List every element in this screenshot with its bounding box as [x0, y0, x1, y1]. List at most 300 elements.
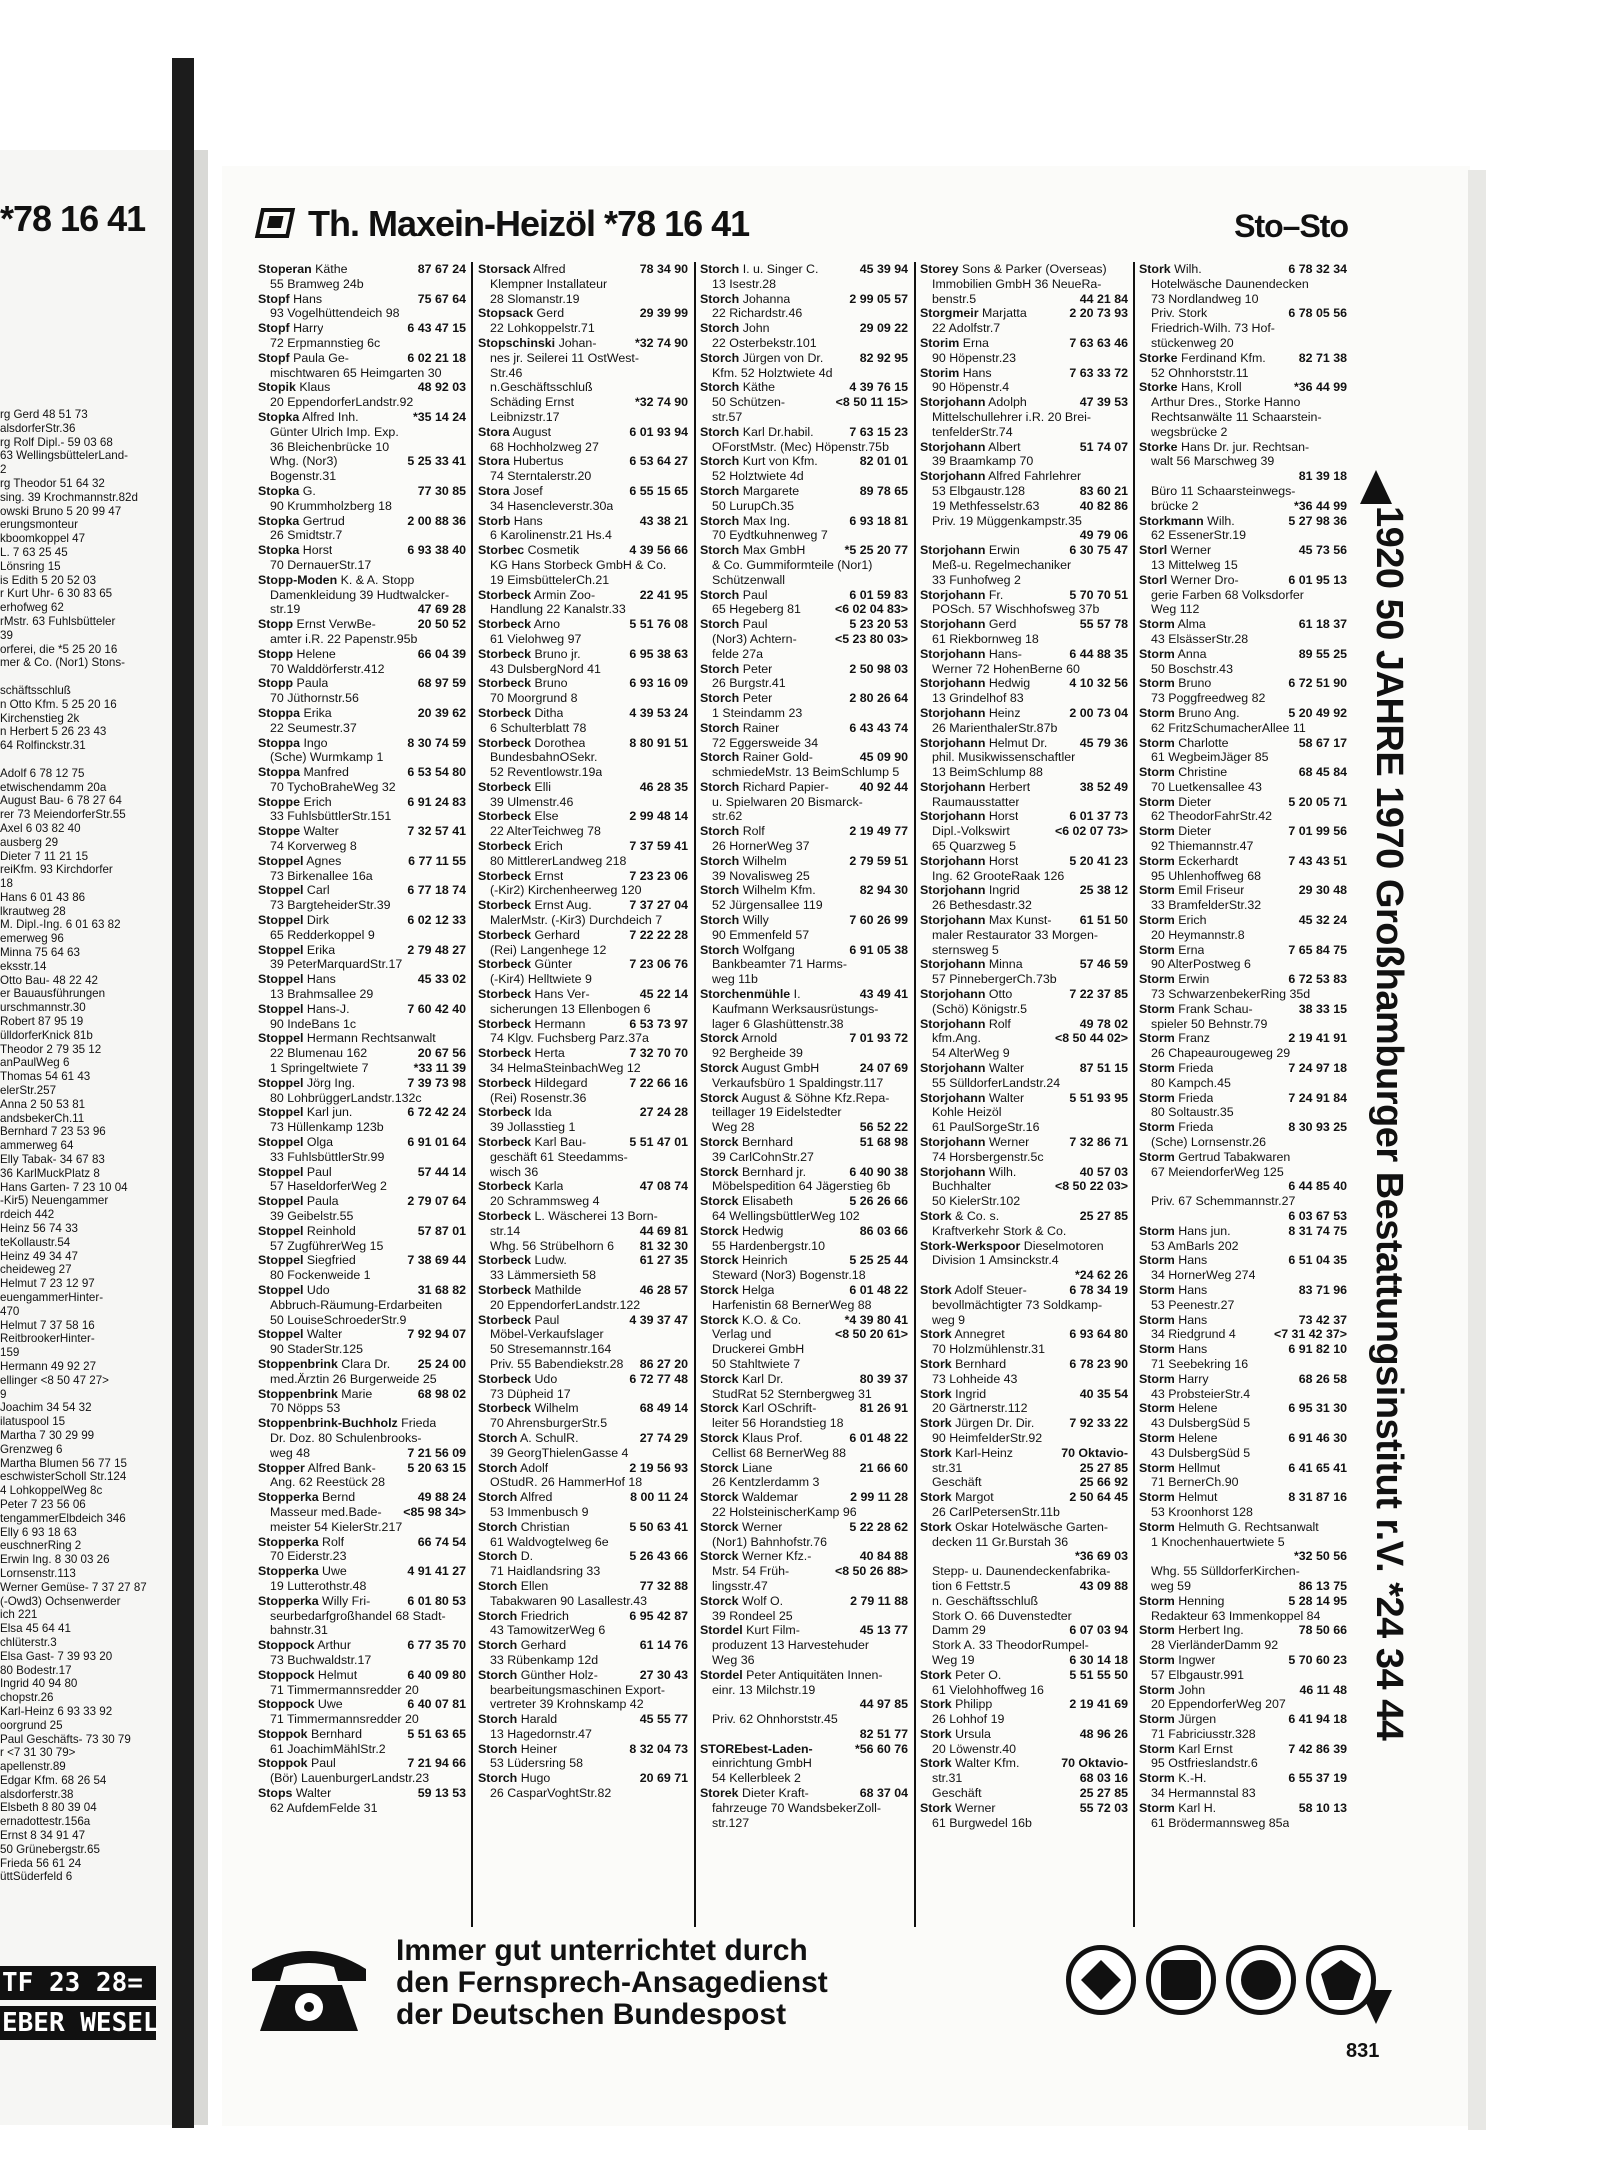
- entry-text: 90 Krummholzberg 18: [270, 498, 392, 513]
- entry-phone: [1125, 351, 1128, 366]
- left-page-line: [0, 670, 176, 684]
- directory-entry: [478, 750, 688, 765]
- directory-entry: [700, 1179, 908, 1194]
- entry-phone: [685, 1298, 688, 1313]
- entry-text: Storck Bernhard: [700, 1135, 793, 1150]
- directory-entry: [700, 543, 908, 558]
- directory-entry: [1139, 1268, 1347, 1283]
- entry-phone: 5 20 41 23: [1069, 853, 1128, 868]
- entry-text: Dr. Doz. 80 Schulenbrooks-: [270, 1430, 422, 1445]
- directory-entry: [1139, 558, 1347, 573]
- left-page-line: urschmannstr.30: [0, 1001, 86, 1015]
- adjacent-left-page: [0, 150, 178, 2125]
- entry-phone: 2 79 11 88: [850, 1593, 908, 1608]
- entry-text: 6 Karolinenstr.21 Hs.4: [490, 528, 612, 543]
- entry-text: Stoppe Walter: [258, 824, 339, 839]
- entry-phone: [1125, 1816, 1128, 1831]
- directory-entry: [700, 454, 908, 469]
- directory-entry: [700, 1076, 908, 1091]
- directory-entry: [478, 662, 688, 677]
- entry-phone: [685, 499, 688, 514]
- entry-text: (Rei) Rosenstr.36: [490, 1090, 587, 1105]
- page-number: 831: [1346, 2040, 1380, 2062]
- entry-phone: 6 01 48 22: [849, 1430, 908, 1445]
- left-page-line: owski Bruno 5 20 99 47: [0, 504, 122, 518]
- entry-phone: [1344, 1535, 1347, 1550]
- entry-text: Priv. Stork: [1151, 306, 1208, 321]
- directory-entry: [700, 1357, 908, 1372]
- entry-text: Cellist 68 BernerWeg 88: [712, 1445, 847, 1460]
- left-page-line: ernadottestr.156a: [0, 1815, 91, 1829]
- directory-entry: [920, 380, 1128, 395]
- entry-phone: 7 32 57 41: [407, 824, 466, 839]
- directory-entry: [700, 1327, 908, 1342]
- directory-entry: [478, 1283, 688, 1298]
- entry-phone: 21 66 60: [859, 1460, 908, 1475]
- directory-entry: [920, 662, 1128, 677]
- entry-phone: 6 78 23 90: [1069, 1356, 1128, 1371]
- entry-text: 61 PaulSorgeStr.16: [932, 1120, 1040, 1135]
- directory-entry: [700, 957, 908, 972]
- directory-entry: [700, 617, 908, 632]
- entry-text: Weg 36: [712, 1652, 755, 1667]
- entry-text: Storjohann Hedwig: [920, 676, 1031, 691]
- entry-text: Whg. (Nor3): [270, 454, 338, 469]
- entry-phone: 40 84 88: [859, 1549, 908, 1564]
- entry-phone: 5 26 43 66: [629, 1549, 688, 1564]
- entry-text: 65 Quarzweg 5: [932, 839, 1017, 854]
- entry-phone: <8 50 26 88>: [834, 1564, 908, 1579]
- entry-phone: 6 55 37 19: [1288, 1771, 1347, 1786]
- entry-text: weg 9: [932, 1312, 966, 1327]
- directory-entry: [258, 1017, 466, 1032]
- entry-text: Stopperka Rolf: [258, 1534, 345, 1549]
- directory-entry: [700, 1209, 908, 1224]
- entry-phone: [685, 1786, 688, 1801]
- entry-phone: [1344, 1727, 1347, 1742]
- entry-phone: 5 51 63 65: [407, 1726, 466, 1741]
- entry-text: Stoppel Karl jun.: [258, 1105, 353, 1120]
- directory-entry: [1139, 1742, 1347, 1757]
- entry-text: Stopf Paula Ge-: [258, 350, 349, 365]
- entry-phone: 70 Oktavio-: [1061, 1756, 1128, 1771]
- entry-phone: 2 79 59 51: [849, 853, 908, 868]
- entry-phone: 7 37 27 04: [629, 898, 688, 913]
- entry-text: 57 PinnebergerCh.73b: [932, 972, 1057, 987]
- entry-text: 22 HolsteinischerKamp 96: [712, 1504, 857, 1519]
- listing-column-5: [1139, 262, 1347, 1927]
- left-page-line: -Kir5) Neuengammer: [0, 1194, 109, 1208]
- directory-entry: [258, 1771, 466, 1786]
- entry-text: 73 Nordlandweg 10: [1151, 291, 1259, 306]
- directory-entry: [258, 1313, 466, 1328]
- entry-text: str.14: [490, 1223, 521, 1238]
- entry-phone: [905, 839, 908, 854]
- directory-entry: [1139, 1594, 1347, 1609]
- entry-phone: [1125, 928, 1128, 943]
- directory-entry: [258, 1150, 466, 1165]
- directory-entry: [700, 1668, 908, 1683]
- directory-entry: [700, 1653, 908, 1668]
- entry-phone: [463, 1120, 466, 1135]
- directory-entry: [1139, 292, 1347, 307]
- entry-phone: 5 20 49 92: [1288, 705, 1347, 720]
- entry-phone: [1125, 425, 1128, 440]
- directory-entry: [920, 1209, 1128, 1224]
- directory-entry: [258, 1623, 466, 1638]
- entry-phone: 5 26 26 66: [849, 1194, 908, 1209]
- directory-entry: [920, 854, 1128, 869]
- directory-entry: [478, 1150, 688, 1165]
- directory-entry: [1139, 277, 1347, 292]
- directory-entry: [478, 366, 688, 381]
- entry-text: (Nor3) Achtern-: [712, 631, 797, 646]
- entry-phone: 25 27 85: [1079, 1460, 1128, 1475]
- directory-entry: [700, 1431, 908, 1446]
- header-advertiser: Th. Maxein-Heizöl *78 16 41: [308, 203, 750, 244]
- directory-entry: [920, 1461, 1128, 1476]
- entry-text: Storjohann Walter: [920, 1061, 1025, 1076]
- entry-phone: *36 69 03: [1074, 1549, 1128, 1564]
- directory-entry: [920, 1579, 1128, 1594]
- entry-text: Storm Jürgen: [1139, 1712, 1217, 1727]
- directory-entry: [920, 1416, 1128, 1431]
- directory-entry: [478, 809, 688, 824]
- page-gutter: [194, 150, 208, 2125]
- entry-phone: [463, 1623, 466, 1638]
- entry-text: 73 BargteheiderStr.39: [270, 898, 391, 913]
- entry-text: Whg. 56 Strübelhorn 6: [490, 1238, 614, 1253]
- entry-text: Storch Paul: [700, 617, 768, 632]
- entry-phone: [905, 1387, 908, 1402]
- directory-entry: [258, 1076, 466, 1091]
- directory-entry: [258, 1061, 466, 1076]
- entry-text: wegsbrücke 2: [1151, 424, 1228, 439]
- entry-phone: <8 50 11 15>: [835, 395, 908, 410]
- entry-phone: [1344, 336, 1347, 351]
- entry-text: Stopik Klaus: [258, 380, 331, 395]
- entry-text: 19 Lutterothstr.48: [270, 1578, 367, 1593]
- entry-text: 73 Lohheide 43: [932, 1371, 1018, 1386]
- directory-entry: [700, 1224, 908, 1239]
- entry-phone: 68 98 02: [417, 1386, 466, 1401]
- entry-text: Bankbeamter 71 Harms-: [712, 957, 847, 972]
- directory-entry: [1139, 898, 1347, 913]
- entry-text: 52 Jürgensallee 119: [712, 898, 823, 913]
- directory-entry: [920, 1091, 1128, 1106]
- directory-entry: [478, 1490, 688, 1505]
- entry-phone: 6 40 09 80: [407, 1667, 466, 1682]
- entry-phone: [685, 1268, 688, 1283]
- entry-text: Storjohann Alfred Fahrlehrer: [920, 469, 1082, 484]
- directory-entry: [258, 366, 466, 381]
- entry-phone: 4 39 53 24: [629, 705, 688, 720]
- entry-phone: [1125, 380, 1128, 395]
- directory-entry: [1139, 1490, 1347, 1505]
- directory-entry: [700, 972, 908, 987]
- entry-phone: [463, 1683, 466, 1698]
- directory-entry: [700, 366, 908, 381]
- directory-entry: [920, 1313, 1128, 1328]
- entry-text: Storck Karl OSchrift-: [700, 1401, 817, 1416]
- directory-entry: [258, 1105, 466, 1120]
- entry-phone: 5 70 60 23: [1288, 1652, 1347, 1667]
- directory-entry: [258, 1756, 466, 1771]
- directory-entry: [1139, 1120, 1347, 1135]
- entry-phone: [1344, 1165, 1347, 1180]
- entry-text: maler Restaurator 33 Morgen-: [932, 927, 1098, 942]
- directory-entry: [258, 1786, 466, 1801]
- medical-announcement-icon: [1226, 1945, 1296, 2015]
- entry-phone: 48 96 26: [1079, 1726, 1128, 1741]
- entry-text: Storm Ingwer: [1139, 1652, 1216, 1667]
- entry-text: Storch Günther Holz-: [478, 1667, 598, 1682]
- directory-entry: [700, 1253, 908, 1268]
- entry-phone: [905, 1535, 908, 1550]
- entry-text: 20 Gärtnerstr.112: [932, 1401, 1028, 1416]
- directory-entry: [258, 425, 466, 440]
- entry-text: weg 48: [270, 1445, 310, 1460]
- entry-text: sicherungen 13 Ellenbogen 6: [490, 1001, 651, 1016]
- directory-entry: [920, 957, 1128, 972]
- entry-text: Storch Ellen: [478, 1578, 549, 1593]
- entry-phone: [685, 1061, 688, 1076]
- directory-entry: [478, 1091, 688, 1106]
- left-page-line: 36 KarlMuckPlatz 8: [0, 1166, 100, 1180]
- directory-entry: [1139, 957, 1347, 972]
- entry-phone: 24 07 69: [859, 1061, 908, 1076]
- left-page-line: euengammerHinter-: [0, 1291, 104, 1304]
- entry-phone: [905, 972, 908, 987]
- entry-text: 64 WellingsbüttlerWeg 102: [712, 1209, 860, 1223]
- entry-phone: [685, 1683, 688, 1698]
- entry-phone: [905, 1475, 908, 1490]
- directory-entry: [700, 1727, 908, 1742]
- directory-entry: [258, 1046, 466, 1061]
- entry-text: 1 Springeltwiete 7: [270, 1061, 369, 1076]
- entry-text: Storbeck Erich: [478, 839, 563, 854]
- entry-phone: 25 66 92: [1079, 1475, 1128, 1490]
- entry-text: Stopf Hans: [258, 291, 323, 306]
- entry-text: 34 Riedgrund 4: [1151, 1327, 1236, 1342]
- entry-phone: 57 87 01: [417, 1223, 466, 1238]
- entry-text: 53 Kroonhorst 128: [1151, 1504, 1253, 1519]
- entry-phone: [1125, 1076, 1128, 1091]
- directory-entry: [258, 1668, 466, 1683]
- directory-entry: [258, 1298, 466, 1313]
- entry-phone: 81 32 30: [639, 1238, 688, 1253]
- entry-phone: 29 39 99: [639, 306, 688, 321]
- entry-phone: [1125, 1564, 1128, 1579]
- entry-text: einr. 13 Milchstr.19: [712, 1682, 816, 1697]
- directory-entry: [258, 1209, 466, 1224]
- entry-phone: [1344, 1816, 1347, 1831]
- directory-entry: [478, 972, 688, 987]
- entry-phone: [685, 1594, 688, 1609]
- entry-text: MalerMstr. (-Kir3) Durchdeich 7: [490, 913, 663, 928]
- entry-phone: 77 30 85: [417, 483, 466, 498]
- directory-entry: [1139, 514, 1347, 529]
- directory-entry: [920, 765, 1128, 780]
- entry-text: Stork Philipp: [920, 1697, 993, 1712]
- directory-entry: [258, 573, 466, 588]
- entry-text: Möbelspedition 64 Jägerstieg 6b: [712, 1179, 891, 1194]
- entry-phone: 55 72 03: [1079, 1800, 1128, 1815]
- directory-entry: [258, 306, 466, 321]
- directory-entry: [478, 736, 688, 751]
- directory-entry: [258, 1742, 466, 1757]
- entry-text: (Nor1) Bahnhofstr.76: [712, 1534, 828, 1549]
- directory-entry: [920, 1179, 1128, 1194]
- entry-text: Storch Christian: [478, 1519, 570, 1534]
- directory-entry: [1139, 1623, 1347, 1638]
- directory-entry: [920, 602, 1128, 617]
- directory-entry: [478, 1224, 688, 1239]
- directory-entry: [700, 425, 908, 440]
- directory-entry: [700, 1150, 908, 1165]
- page-edge-shadow: [1468, 170, 1486, 2130]
- entry-text: Stoppel Olga: [258, 1135, 334, 1150]
- entry-text: Stora August: [478, 424, 552, 439]
- entry-text: 74 Korverweg 8: [270, 839, 357, 854]
- page-header: [258, 200, 1348, 256]
- entry-phone: [1344, 869, 1347, 884]
- directory-entry: [478, 1031, 688, 1046]
- directory-entry: [920, 1002, 1128, 1017]
- entry-phone: [1125, 1638, 1128, 1653]
- entry-phone: [1344, 558, 1347, 573]
- directory-entry: [478, 898, 688, 913]
- entry-text: (Bör) LauenburgerLandstr.23: [270, 1771, 430, 1786]
- entry-text: Storck Werner Kfz.-: [700, 1549, 812, 1564]
- entry-text: 39 Jollasstieg 1: [490, 1120, 576, 1135]
- entry-phone: 6 01 48 22: [849, 1282, 908, 1297]
- left-page-line: rg Rolf Dipl.- 59 03 68: [0, 435, 113, 449]
- entry-phone: 44 97 85: [859, 1697, 908, 1712]
- entry-text: 22 Seumestr.37: [270, 720, 357, 735]
- entry-phone: [1125, 839, 1128, 854]
- entry-text: 26 Lohhof 19: [932, 1712, 1005, 1727]
- entry-text: Stoppel Siegfried: [258, 1253, 356, 1268]
- entry-text: 80 MittlererLandweg 218: [490, 853, 627, 868]
- entry-text: Storim Erna: [920, 335, 989, 350]
- directory-entry: [478, 1638, 688, 1653]
- entry-phone: [1344, 691, 1347, 706]
- directory-entry: [478, 1742, 688, 1757]
- left-page-line: (-Owd3) Ochsenwerder: [0, 1594, 121, 1608]
- entry-text: Leibnizstr.17: [490, 409, 560, 424]
- directory-entry: [478, 676, 688, 691]
- entry-phone: 2 19 56 93: [629, 1460, 688, 1475]
- entry-text: Storjohann Helmut Dr.: [920, 735, 1048, 750]
- directory-entry: [1139, 351, 1347, 366]
- entry-text: 62 AufdemFelde 31: [270, 1800, 378, 1815]
- column-rule: [694, 262, 696, 1927]
- entry-phone: 80 39 37: [859, 1371, 908, 1386]
- clock-announcement-icon: [1066, 1945, 1136, 2015]
- entry-phone: 83 71 96: [1298, 1282, 1347, 1297]
- directory-entry: [700, 1475, 908, 1490]
- entry-text: Stopsack Gerd: [478, 306, 565, 321]
- entry-text: Rechtsanwälte 11 Schaarstein-: [1151, 409, 1322, 424]
- entry-text: Stork Ingrid: [920, 1386, 987, 1401]
- entry-phone: 45 33 02: [417, 972, 466, 987]
- directory-entry: [258, 1342, 466, 1357]
- directory-entry: [700, 721, 908, 736]
- entry-phone: [685, 440, 688, 455]
- directory-entry: [1139, 1327, 1347, 1342]
- left-page-line: Paul Geschäfts- 73 30 79: [0, 1732, 131, 1746]
- entry-text: 67 MeiendorferWeg 125: [1151, 1164, 1284, 1179]
- entry-text: 70 Nöpps 53: [270, 1401, 341, 1416]
- entry-text: 39 CarlCohnStr.27: [712, 1149, 814, 1164]
- entry-phone: [1344, 898, 1347, 913]
- left-page-line: anPaulWeg 6: [0, 1056, 70, 1070]
- directory-entry: [700, 898, 908, 913]
- entry-text: 53 Immenbusch 9: [490, 1504, 589, 1519]
- directory-entry: [1139, 869, 1347, 884]
- directory-entry: [1139, 706, 1347, 721]
- entry-phone: <6 02 04 83>: [834, 602, 908, 617]
- entry-text: Kaufmann Werksausrüstungs-: [712, 1001, 879, 1016]
- left-page-line: Elsa 45 64 41: [0, 1622, 71, 1636]
- directory-entry: [258, 1609, 466, 1624]
- entry-text: Storch Gerhard: [478, 1638, 567, 1653]
- entry-phone: [685, 380, 688, 395]
- left-page-badge-2: EBER WESEL: [2, 2008, 159, 2038]
- entry-text: Stoppenbrink-Buchholz Frieda: [258, 1416, 437, 1431]
- left-page-line: Elly Tabak- 34 67 83: [0, 1153, 105, 1167]
- entry-phone: [463, 573, 466, 588]
- entry-phone: 4 39 56 66: [629, 543, 688, 558]
- entry-text: 33 FuhlsbüttlerStr.99: [270, 1149, 385, 1164]
- entry-phone: 5 50 63 41: [629, 1519, 688, 1534]
- entry-phone: [463, 780, 466, 795]
- directory-entry: [1139, 943, 1347, 958]
- directory-entry: [920, 306, 1128, 321]
- directory-entry: [920, 499, 1128, 514]
- entry-phone: 8 30 74 59: [407, 735, 466, 750]
- directory-entry: [478, 839, 688, 854]
- entry-phone: [1125, 765, 1128, 780]
- entry-phone: [905, 957, 908, 972]
- directory-entry: [920, 351, 1128, 366]
- entry-text: Stopp-Moden K. & A. Stopp: [258, 572, 415, 587]
- directory-entry: [1139, 262, 1347, 277]
- entry-text: (Rei) Langenhege 12: [490, 942, 607, 957]
- directory-entry: [1139, 425, 1347, 440]
- entry-text: lingsstr.47: [712, 1578, 768, 1593]
- listing-column-2: [478, 262, 688, 1927]
- entry-phone: [463, 425, 466, 440]
- entry-phone: <8 50 22 03>: [1054, 1179, 1128, 1194]
- entry-text: Storbeck Dorothea: [478, 735, 586, 750]
- left-page-line: ammerweg 64: [0, 1139, 74, 1153]
- entry-phone: 6 91 01 64: [407, 1135, 466, 1150]
- entry-text: (-Kir2) Kirchenheerweg 120: [490, 883, 642, 898]
- entry-text: mischtwaren 65 Heimgarten 30: [270, 365, 442, 380]
- entry-phone: 25 24 00: [417, 1356, 466, 1371]
- entry-text: Storm Erna: [1139, 942, 1205, 957]
- entry-text: 55 Bramweg 24b: [270, 276, 364, 291]
- directory-entry: [920, 943, 1128, 958]
- directory-entry: [700, 1135, 908, 1150]
- entry-text: KG Hans Storbeck GmbH & Co.: [490, 557, 667, 572]
- entry-text: Storck Helga: [700, 1282, 775, 1297]
- entry-phone: [1125, 277, 1128, 292]
- directory-entry: [1139, 632, 1347, 647]
- entry-phone: 25 27 85: [1079, 1786, 1128, 1801]
